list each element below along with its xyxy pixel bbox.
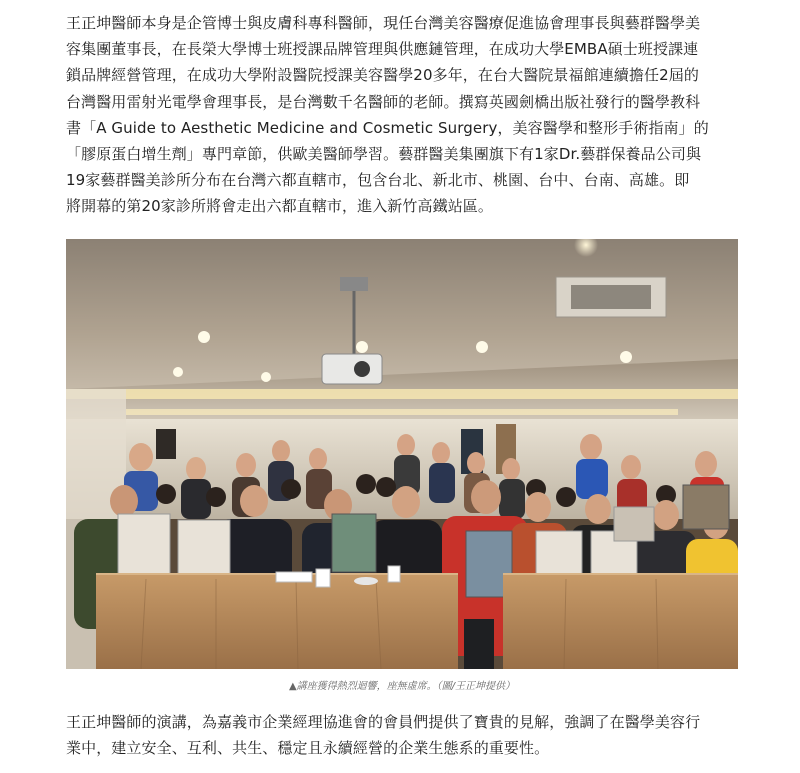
paragraph-line: 將開幕的第20家診所將會走出六都直轄市，進入新竹高鐵站區。 <box>66 197 493 216</box>
paragraph-line: 19家藝群醫美診所分布在台灣六都直轄市，包含台北、新北市、桃園、台中、台南、高雄。即 <box>66 171 690 190</box>
seminar-photo-illustration <box>66 239 738 669</box>
paragraph-line: 台灣醫用雷射光電學會理事長，是台灣數千名醫師的老師。撰寫英國劍橋出版社發行的醫學教科 <box>66 92 701 111</box>
paragraph-line: 鎖品牌經營管理，在成功大學附設醫院授課美容醫學20多年，在台大醫院景福館連續擔任2屆的 <box>66 66 699 85</box>
seminar-photo <box>66 239 738 669</box>
closing-paragraph <box>66 709 738 761</box>
paragraph-line: 王正坤醫師本身是企管博士與皮膚科專科醫師，現任台灣美容醫療促進協會理事長與藝群醫學美 <box>66 14 701 32</box>
paragraph-line: 「膠原蛋白增生劑」專門章節，供歐美醫師學習。藝群醫美集團旗下有1家Dr.藝群保養品公司與 <box>66 145 702 164</box>
paragraph-line: 王正坤醫師的演講，為嘉義市企業經理協進會的會員們提供了寶貴的見解，強調了在醫學美容行 <box>66 713 701 731</box>
paragraph-line: 書「A Guide to Aesthetic Medicine and Cosmetic Surgery，美容醫學和整形手術指南」的 <box>66 118 709 137</box>
paragraph-line: 業中，建立安全、互利、共生、穩定且永續經營的企業生態系的重要性。 <box>66 739 550 758</box>
photo-caption: ▲講座獲得熱烈迴響，座無虛席。（圖/王正坤提供） <box>288 681 516 692</box>
intro-paragraph <box>66 10 738 220</box>
paragraph-line: 容集團董事長，在長榮大學博士班授課品牌管理與供應鏈管理，在成功大學EMBA碩士班授課連 <box>66 40 699 59</box>
